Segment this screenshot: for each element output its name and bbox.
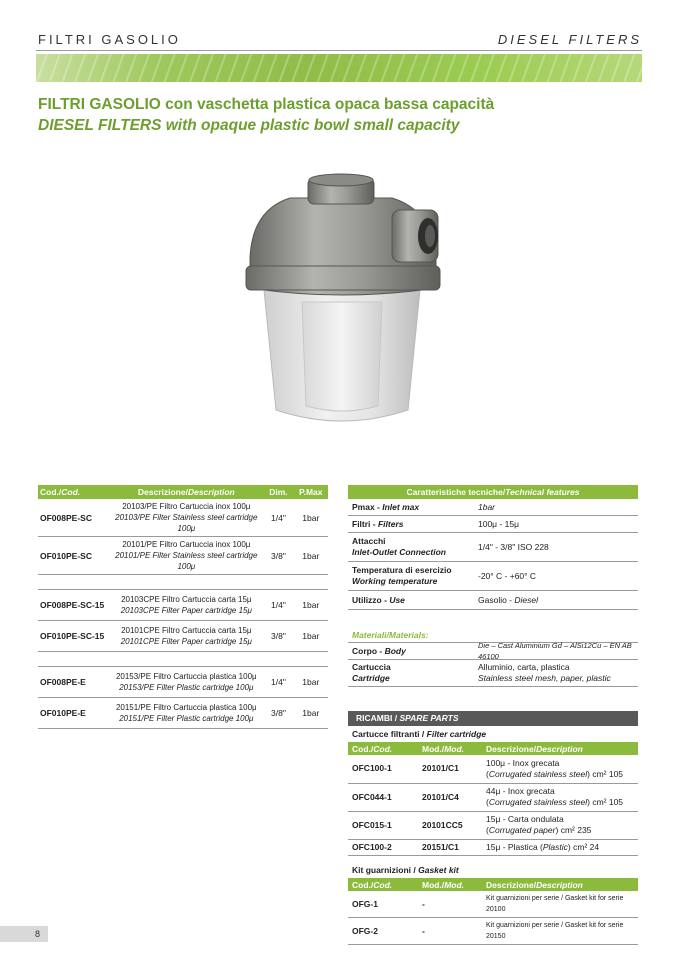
gasket-description: Kit guarnizioni per serie / Gasket kit for serie 20150 bbox=[482, 918, 638, 945]
product-dim: 1/4" bbox=[263, 667, 293, 698]
col-description: Descrizione/Description bbox=[482, 878, 638, 891]
section-title-it: FILTRI GASOLIO bbox=[38, 32, 181, 47]
page-number-tab bbox=[0, 926, 48, 942]
product-description: 20101CPE Filtro Cartuccia carta 15μ 20101CPE Filter Paper cartridge 15μ bbox=[109, 621, 263, 652]
filter-cartridge-title: Cartucce filtranti / Filter cartridge bbox=[352, 729, 487, 739]
table-row bbox=[348, 783, 638, 811]
cartridge-description: 15μ - Plastica (Plastic) cm² 24 bbox=[482, 839, 638, 855]
table-row bbox=[38, 667, 328, 698]
feature-row: Pmax - Inlet max 1bar bbox=[348, 499, 638, 516]
cartridge-code: OFC015-1 bbox=[348, 811, 418, 839]
products-table bbox=[38, 485, 328, 729]
product-code: OF008PE-SC bbox=[38, 499, 109, 537]
page-title-en: DIESEL FILTERS with opaque plastic bowl small capacity bbox=[38, 117, 460, 134]
col-dim: Dim. bbox=[263, 485, 293, 499]
col-code: Cod./Cod. bbox=[38, 485, 109, 499]
product-code: OF010PE-SC bbox=[38, 537, 109, 575]
cartridge-model: 20101CC5 bbox=[418, 811, 482, 839]
product-pmax: 1bar bbox=[294, 590, 328, 621]
materials-table bbox=[348, 642, 638, 687]
gasket-table bbox=[348, 878, 638, 945]
feature-row: Filtri - Filters 100μ - 15μ bbox=[348, 516, 638, 533]
product-pmax: 1bar bbox=[294, 667, 328, 698]
table-row bbox=[348, 918, 638, 945]
table-row bbox=[348, 891, 638, 918]
diesel-filter-image bbox=[232, 170, 452, 430]
product-dim: 3/8" bbox=[263, 621, 293, 652]
product-description: 20103CPE Filtro Cartuccia carta 15μ 20103CPE Filter Paper cartridge 15μ bbox=[109, 590, 263, 621]
table-row bbox=[348, 755, 638, 783]
cartridges-table bbox=[348, 742, 638, 856]
feature-row: Attacchi Inlet-Outlet Connection 1/4" - 3/8" ISO 228 bbox=[348, 533, 638, 562]
product-code: OF010PE-E bbox=[38, 698, 109, 729]
table-row bbox=[38, 499, 328, 537]
col-pmax: P.Max bbox=[294, 485, 328, 499]
material-row: Cartuccia Cartridge Alluminio, carta, plastica Stainless steel mesh, paper, plastic bbox=[348, 660, 638, 687]
col-model: Mod./Mod. bbox=[418, 742, 482, 755]
product-code: OF008PE-SC-15 bbox=[38, 590, 109, 621]
cartridge-code: OFC100-1 bbox=[348, 755, 418, 783]
section-title-en: DIESEL FILTERS bbox=[497, 32, 642, 47]
product-dim: 3/8" bbox=[263, 537, 293, 575]
col-code: Cod./Cod. bbox=[348, 878, 418, 891]
materials-title: Materiali/Materials: bbox=[352, 630, 429, 640]
product-description: 20153/PE Filtro Cartuccia plastica 100μ 20153/PE Filter Plastic cartridge 100μ bbox=[109, 667, 263, 698]
cartridge-model: 20101/C1 bbox=[418, 755, 482, 783]
gasket-code: OFG-1 bbox=[348, 891, 418, 918]
cartridge-description: 15μ - Carta ondulata (Corrugated paper) cm² 235 bbox=[482, 811, 638, 839]
gasket-model: - bbox=[418, 891, 482, 918]
table-row bbox=[348, 811, 638, 839]
col-description: Descrizione/Description bbox=[482, 742, 638, 755]
col-code: Cod./Cod. bbox=[348, 742, 418, 755]
cartridge-model: 20101/C4 bbox=[418, 783, 482, 811]
product-code: OF010PE-SC-15 bbox=[38, 621, 109, 652]
table-spacer bbox=[38, 575, 328, 590]
table-row bbox=[348, 839, 638, 855]
product-dim: 1/4" bbox=[263, 499, 293, 537]
product-pmax: 1bar bbox=[294, 537, 328, 575]
header-divider bbox=[36, 50, 642, 51]
table-row bbox=[38, 621, 328, 652]
gasket-code: OFG-2 bbox=[348, 918, 418, 945]
cartridge-code: OFC100-2 bbox=[348, 839, 418, 855]
feature-row: Temperatura di esercizio Working temperature -20° C - +60° C bbox=[348, 562, 638, 591]
product-description: 20151/PE Filtro Cartuccia plastica 100μ 20151/PE Filter Plastic cartridge 100μ bbox=[109, 698, 263, 729]
gasket-description: Kit guarnizioni per serie / Gasket kit for serie 20100 bbox=[482, 891, 638, 918]
page-title-it: FILTRI GASOLIO con vaschetta plastica opaca bassa capacità bbox=[38, 96, 495, 113]
material-row: Corpo - Body Die – Cast Aluminium Gd – AlSi12Cu – EN AB 46100 bbox=[348, 643, 638, 660]
table-row bbox=[38, 698, 328, 729]
cartridge-model: 20151/C1 bbox=[418, 839, 482, 855]
table-row bbox=[38, 590, 328, 621]
product-pmax: 1bar bbox=[294, 698, 328, 729]
product-description: 20103/PE Filtro Cartuccia inox 100μ 20103/PE Filter Stainless steel cartridge 100μ bbox=[109, 499, 263, 537]
product-pmax: 1bar bbox=[294, 621, 328, 652]
page-number: 8 bbox=[35, 929, 41, 939]
cartridge-description: 100μ - Inox grecata (Corrugated stainless steel) cm² 105 bbox=[482, 755, 638, 783]
feature-row: Utilizzo - Use Gasolio - Diesel bbox=[348, 591, 638, 610]
product-dim: 1/4" bbox=[263, 590, 293, 621]
features-header: Caratteristiche tecniche/Technical features bbox=[348, 485, 638, 499]
spare-parts-header: RICAMBI / SPARE PARTS bbox=[348, 711, 638, 726]
product-code: OF008PE-E bbox=[38, 667, 109, 698]
gasket-model: - bbox=[418, 918, 482, 945]
table-spacer bbox=[38, 652, 328, 667]
col-description: Descrizione/Description bbox=[109, 485, 263, 499]
cartridge-description: 44μ - Inox grecata (Corrugated stainless steel) cm² 105 bbox=[482, 783, 638, 811]
col-model: Mod./Mod. bbox=[418, 878, 482, 891]
gasket-kit-title: Kit guarnizioni / Gasket kit bbox=[352, 865, 459, 875]
cartridge-code: OFC044-1 bbox=[348, 783, 418, 811]
technical-features bbox=[348, 485, 638, 610]
product-pmax: 1bar bbox=[294, 499, 328, 537]
product-dim: 3/8" bbox=[263, 698, 293, 729]
table-row bbox=[38, 537, 328, 575]
product-description: 20101/PE Filtro Cartuccia inox 100μ 20101/PE Filter Stainless steel cartridge 100μ bbox=[109, 537, 263, 575]
header-green-band bbox=[36, 54, 642, 82]
